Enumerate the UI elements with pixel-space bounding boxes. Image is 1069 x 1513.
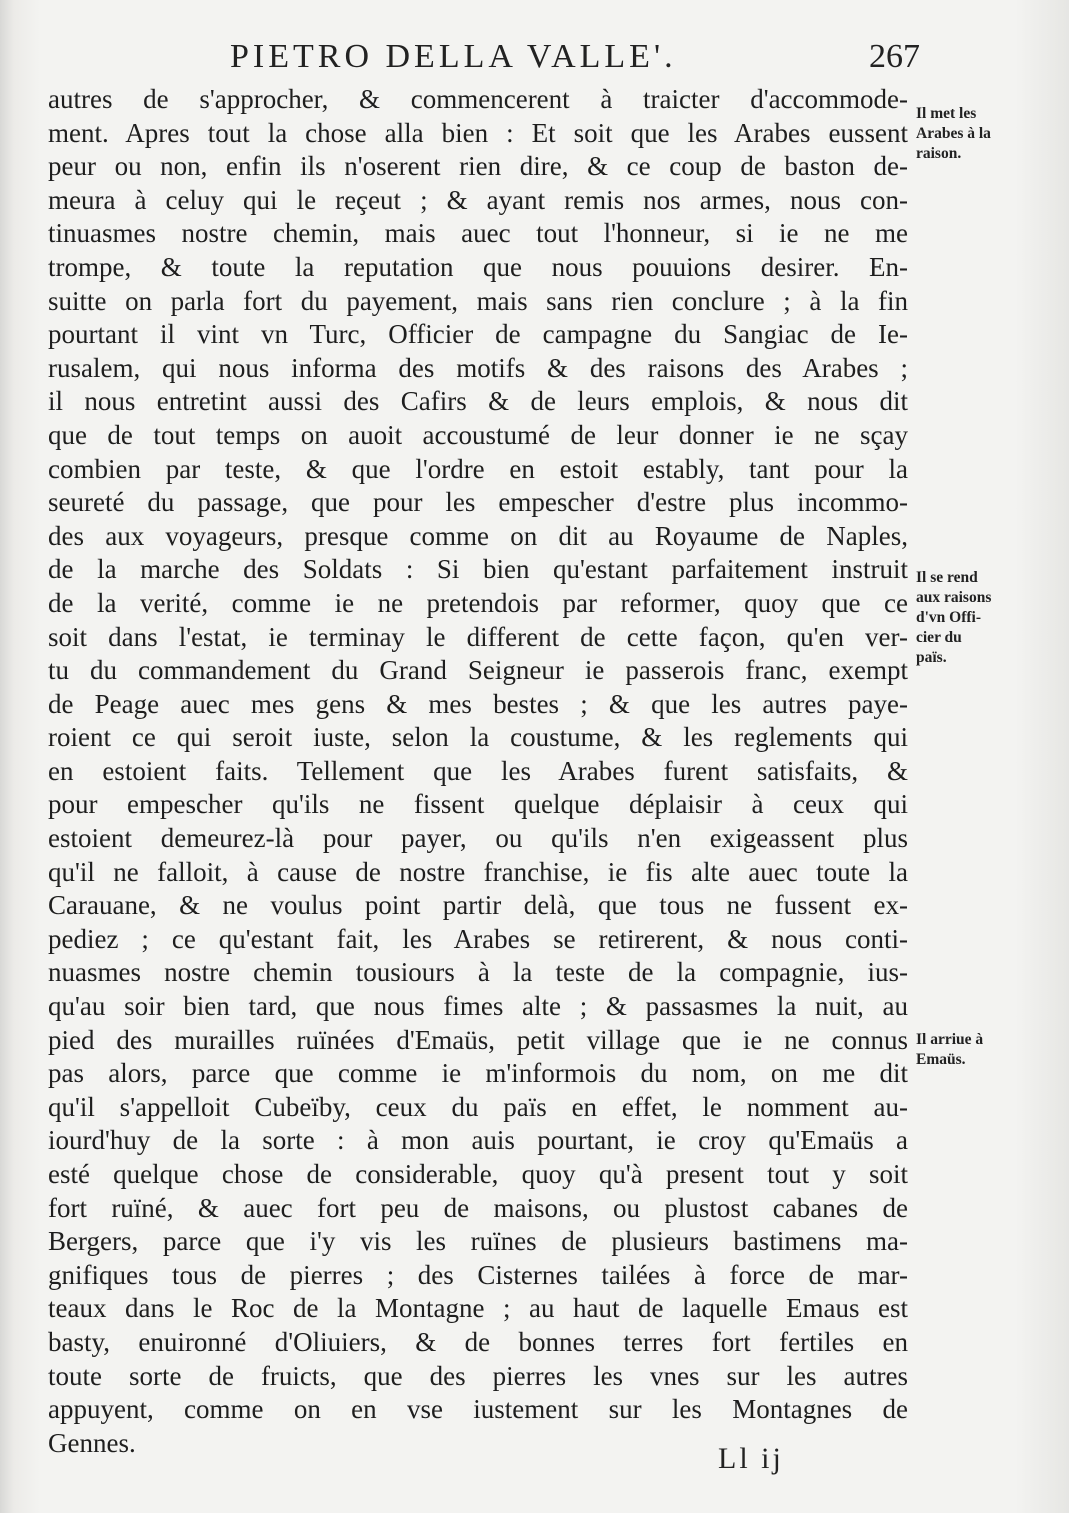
- text-line: qu'il ne falloit, à cause de nostre franchise, ie fis alte auec toute la: [48, 856, 908, 887]
- margin-note-line: raison.: [916, 145, 962, 162]
- text-line: pour empescher qu'ils ne fissent quelque déplaisir à ceux qui: [48, 789, 908, 820]
- text-line: pied des murailles ruïnées d'Emaüs, petit village que ie ne connus: [48, 1024, 908, 1055]
- text-line: estoient demeurez-là pour payer, ou qu'ils n'en exigeassent plus: [48, 823, 908, 854]
- text-line: pas alors, parce que comme ie m'informois du nom, on me dit: [48, 1058, 908, 1089]
- text-line: fort ruïné, & auec fort peu de maisons, ou plustost cabanes de: [48, 1192, 908, 1223]
- text-line: pourtant il vint vn Turc, Officier de campagne du Sangiac de Ie-: [48, 319, 908, 350]
- text-line: tinuasmes nostre chemin, mais auec tout l'honneur, si ie ne me: [48, 218, 908, 249]
- text-line: Carauane, & ne voulus point partir delà, que tous ne fussent ex-: [48, 890, 908, 921]
- text-line: meura à celuy qui le reçeut ; & ayant remis nos armes, nous con-: [48, 184, 908, 215]
- text-line: qu'au soir bien tard, que nous fimes alte ; & passasmes la nuit, au: [48, 991, 908, 1022]
- text-line: des aux voyageurs, presque comme on dit au Royaume de Naples,: [48, 520, 908, 551]
- text-line: combien par teste, & que l'ordre en estoit estably, tant pour la: [48, 453, 908, 484]
- running-title: PIETRO DELLA VALLE'.: [230, 38, 677, 75]
- text-line: gnifiques tous de pierres ; des Cisternes tailées à force de mar-: [48, 1259, 908, 1290]
- text-line: en estoient faits. Tellement que les Arabes furent satisfaits, &: [48, 755, 908, 786]
- margin-note-line: Arabes à la: [916, 125, 991, 142]
- text-line: peur ou non, enfin ils n'oserent rien dire, & ce coup de baston de-: [48, 151, 908, 182]
- margin-note-officier: [916, 568, 1026, 668]
- page-number: 267: [869, 38, 920, 75]
- margin-note-line: aux raisons: [916, 589, 992, 606]
- body-text: [48, 83, 908, 1460]
- text-line: seureté du passage, que pour les empescher d'estre plus incommo-: [48, 487, 908, 518]
- margin-note-line: d'vn Offi-: [916, 609, 982, 626]
- text-line: iourd'huy de la sorte : à mon auis pourtant, ie croy qu'Emaüs a: [48, 1125, 908, 1156]
- text-line: autres de s'approcher, & commencerent à traicter d'accommode-: [48, 84, 908, 114]
- margin-note-arabes: [916, 104, 1026, 164]
- text-line: teaux dans le Roc de la Montagne ; au haut de laquelle Emaus est: [48, 1293, 908, 1324]
- text-line: que de tout temps on auoit accoustumé de leur donner ie ne sçay: [48, 419, 908, 450]
- text-line: de Peage auec mes gens & mes bestes ; & que les autres paye-: [48, 688, 908, 719]
- page-header: [230, 38, 920, 84]
- margin-note-line: Il se rend: [916, 569, 978, 586]
- text-line: de la verité, comme ie ne pretendois par reformer, quoy que ce: [48, 587, 908, 618]
- signature-mark: Ll ij: [718, 1442, 784, 1475]
- text-line: esté quelque chose de considerable, quoy qu'à present tout y soit: [48, 1159, 908, 1189]
- text-line: qu'il s'appelloit Cubeïby, ceux du païs en effet, le nomment au-: [48, 1091, 908, 1122]
- text-line: il nous entretint aussi des Cafirs & de leurs emplois, & nous dit: [48, 386, 908, 417]
- text-line: Gennes.: [48, 1427, 136, 1458]
- margin-note-emaus: [916, 1030, 1026, 1070]
- text-line: basty, enuironné d'Oliuiers, & de bonnes terres fort fertiles en: [48, 1326, 908, 1357]
- text-line: tu du commandement du Grand Seigneur ie passerois franc, exempt: [48, 655, 908, 686]
- text-line: toute sorte de fruicts, que des pierres les vnes sur les autres: [48, 1360, 908, 1391]
- text-line: appuyent, comme on en vse iustement sur les Montagnes de: [48, 1394, 908, 1425]
- text-line: nuasmes nostre chemin tousiours à la teste de la compagnie, ius-: [48, 957, 908, 988]
- text-line: suitte on parla fort du payement, mais sans rien conclure ; à la fin: [48, 285, 908, 316]
- margin-note-line: Emaüs.: [916, 1051, 966, 1068]
- text-line: roient ce qui seroit iuste, selon la coustume, & les reglements qui: [48, 722, 908, 753]
- margin-note-line: cier du: [916, 629, 962, 646]
- margin-note-line: Il met les: [916, 105, 977, 122]
- text-line: rusalem, qui nous informa des motifs & des raisons des Arabes ;: [48, 352, 908, 383]
- text-line: ment. Apres tout la chose alla bien : Et soit que les Arabes eussent: [48, 117, 908, 148]
- text-line: soit dans l'estat, ie terminay le different de cette façon, qu'en ver-: [48, 621, 908, 652]
- text-line: Bergers, parce que i'y vis les ruïnes de plusieurs bastimens ma-: [48, 1226, 908, 1257]
- text-line: pediez ; ce qu'estant fait, les Arabes se retirerent, & nous conti-: [48, 923, 908, 954]
- margin-note-line: Il arriue à: [916, 1031, 984, 1048]
- text-line: de la marche des Soldats : Si bien qu'estant parfaitement instruit: [48, 554, 908, 585]
- text-line: trompe, & toute la reputation que nous pouuions desirer. En-: [48, 251, 908, 282]
- margin-note-line: païs.: [916, 649, 947, 666]
